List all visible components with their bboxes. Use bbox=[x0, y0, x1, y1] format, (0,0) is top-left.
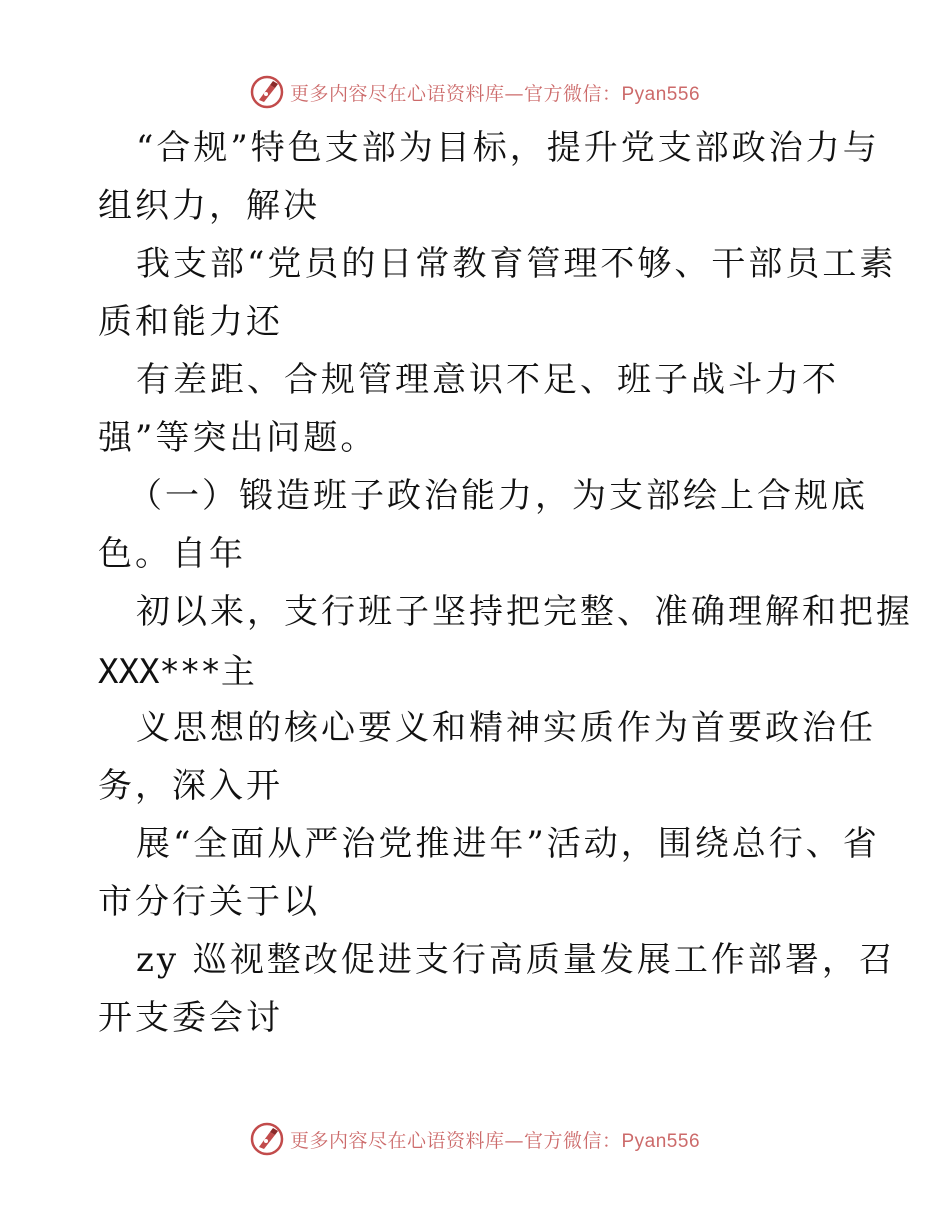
header-watermark bbox=[0, 70, 950, 114]
text-line: 色。自年 bbox=[98, 534, 246, 574]
text-line: 义思想的核心要义和精神实质作为首要政治任 bbox=[136, 708, 876, 748]
text-line: （一）锻造班子政治能力，为支部绘上合规底 bbox=[128, 476, 868, 516]
pen-nib-logo-icon bbox=[250, 1122, 284, 1156]
text-line: 开支委会讨 bbox=[98, 998, 283, 1038]
text-line: “合规”特色支部为目标，提升党支部政治力与 bbox=[136, 128, 880, 168]
text-line: 我支部“党员的日常教育管理不够、干部员工素 bbox=[136, 244, 897, 284]
text-line: 市分行关于以 bbox=[98, 882, 320, 922]
text-line: 展“全面从严治党推进年”活动，围绕总行、省 bbox=[136, 824, 880, 864]
pen-nib-logo-icon bbox=[250, 75, 284, 109]
text-line: XXX***主 bbox=[98, 652, 255, 692]
text-line: 有差距、合规管理意识不足、班子战斗力不 bbox=[136, 360, 839, 400]
text-line: 务，深入开 bbox=[98, 766, 283, 806]
watermark-wechat-id: Pyan556 bbox=[621, 83, 701, 105]
footer-watermark bbox=[0, 1117, 950, 1161]
text-line: 质和能力还 bbox=[98, 302, 283, 342]
text-line: 初以来，支行班子坚持把完整、准确理解和把握 bbox=[136, 592, 913, 632]
text-line: 组织力，解决 bbox=[98, 186, 320, 226]
watermark-text: 更多内容尽在心语资料库—官方微信：Pyan556 bbox=[289, 1129, 701, 1152]
text-line: 强”等突出问题。 bbox=[98, 418, 378, 458]
watermark-text: 更多内容尽在心语资料库—官方微信：Pyan556 bbox=[289, 82, 701, 105]
text-line: zy 巡视整改促进支行高质量发展工作部署，召 bbox=[136, 940, 896, 980]
watermark-wechat-id: Pyan556 bbox=[621, 1130, 701, 1152]
